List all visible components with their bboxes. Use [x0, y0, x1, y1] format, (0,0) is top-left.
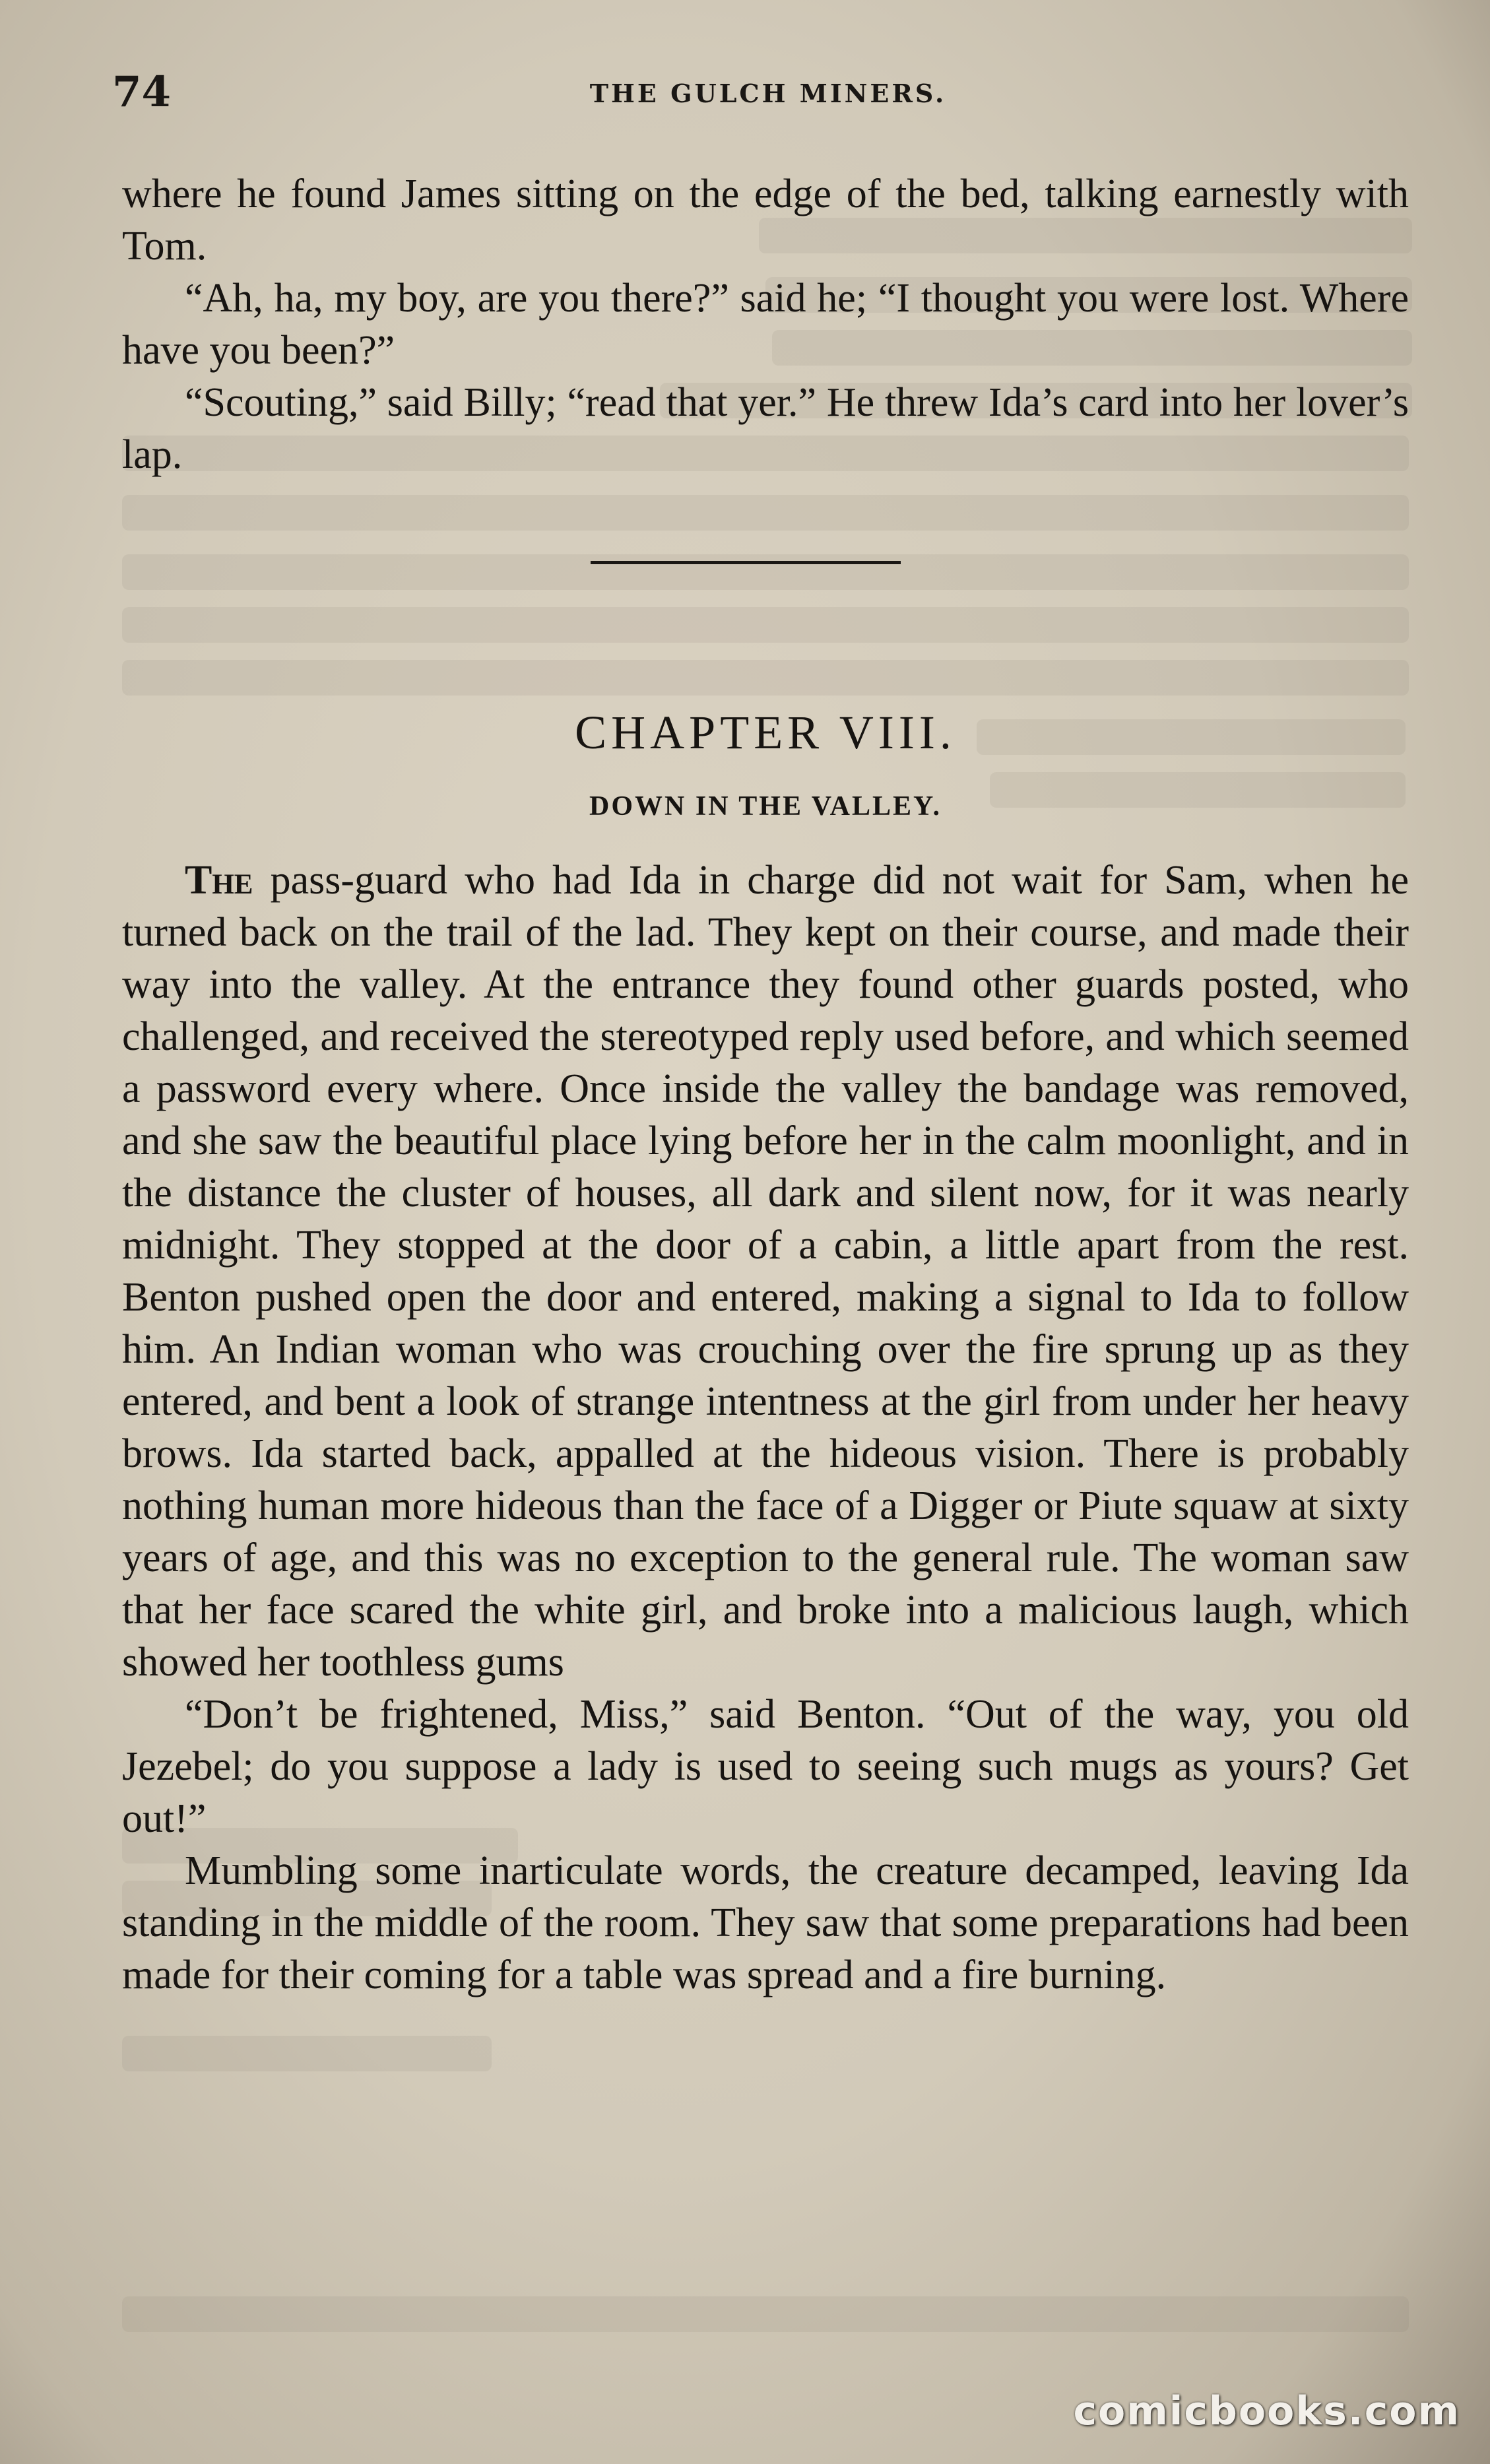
paragraph: “Scouting,” said Billy; “read that yer.” He threw Ida’s card into her lover’s lap.	[122, 380, 1409, 477]
chapter-body-text	[122, 855, 1409, 2001]
chapter-title: CHAPTER VIII.	[575, 706, 956, 759]
paragraph: Mumbling some inarticulate words, the creature decamped, leaving Ida standing in the middle of the room. They saw that some preparations had been made for their coming for a table was spread and a fire burning.	[122, 1848, 1409, 1997]
section-divider-rule	[591, 561, 901, 564]
chapter-opening-word: The	[185, 858, 253, 903]
previous-chapter-text	[122, 168, 1409, 481]
paragraph-text: pass-guard who had Ida in charge did not wait for Sam, when he turned back on the trail of the lad. They kept on their course, and made their way into the valley. At the entrance they found other guards posted, who challenged, and received the stereotyped reply used before, and which seemed a password every where. Once inside the valley the bandage was removed, and she saw the beautiful place lying before her in the calm moonlight, and in the distance the cluster of houses, all dark and silent now, for it was nearly midnight. They stopped at the door of a cabin, a little apart from the rest. Benton pushed open the door and entered, making a signal to Ida to follow him. An Indian woman who was crouching over the fire sprung up as they entered, and bent a look of strange intentness at the girl from under her heavy brows. Ida started back, appalled at the hideous vision. There is probably nothing human more hideous than the face of a Digger or Piute squaw at sixty years of age, and this was no exception to the general rule. The woman saw that her face scared the white girl, and broke into a malicious laugh, which showed her toothless gums	[122, 858, 1409, 1685]
chapter-subtitle: DOWN IN THE VALLEY.	[589, 791, 942, 822]
page-number: 74	[112, 67, 172, 117]
paragraph: “Ah, ha, my boy, are you there?” said he; “I thought you were lost. Where have you been?”	[122, 276, 1409, 373]
paragraph	[122, 855, 1409, 1689]
paragraph: “Don’t be frightened, Miss,” said Benton. “Out of the way, you old Jezebel; do you suppose a lady is used to seeing such mugs as yours? Get out!”	[122, 1692, 1409, 1841]
site-watermark: comicbooks.com	[1073, 2388, 1460, 2434]
running-head	[112, 66, 1424, 119]
paragraph: where he found James sitting on the edge of the bed, talking earnestly with Tom.	[122, 172, 1409, 269]
book-title: THE GULCH MINERS.	[589, 79, 947, 108]
